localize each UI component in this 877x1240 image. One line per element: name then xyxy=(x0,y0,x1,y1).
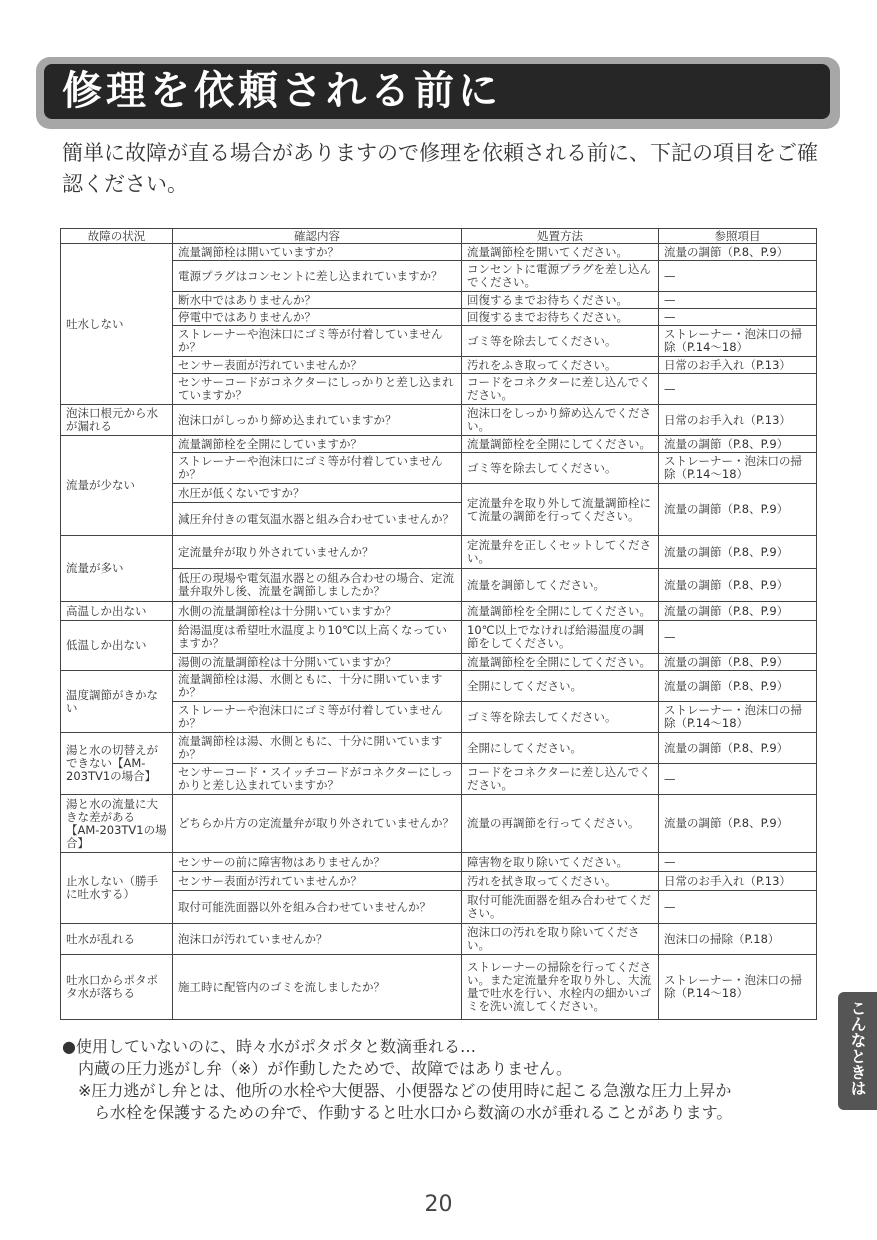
symptom-cell: 吐水が乱れる xyxy=(61,924,173,955)
table-row xyxy=(61,261,817,292)
reference-cell: ストレーナー・泡沫口の掃除（P.14〜18） xyxy=(659,453,817,484)
reference-cell: 日常のお手入れ（P.13） xyxy=(659,357,817,374)
reference-cell: 流量の調節（P.8、P.9） xyxy=(659,671,817,702)
table-row xyxy=(61,764,817,795)
check-cell: ストレーナーや泡沫口にゴミ等が付着していませんか？ xyxy=(173,453,462,484)
check-cell: 流量調節栓を全開にしていますか？ xyxy=(173,436,462,453)
reference-cell: 流量の調節（P.8、P.9） xyxy=(659,484,817,536)
action-cell: コードをコネクターに差し込んでください。 xyxy=(462,374,659,405)
header-symptom: 故障の状況 xyxy=(61,229,173,244)
check-cell: 給湯温度は希望吐水温度より10℃以上高くなっていますか？ xyxy=(173,621,462,654)
reference-cell: — xyxy=(659,764,817,795)
symptom-cell: 止水しない（勝手に吐水する） xyxy=(61,853,173,924)
table-row xyxy=(61,872,817,891)
reference-cell: 流量の調節（P.8、P.9） xyxy=(659,436,817,453)
action-cell: コンセントに電源プラグを差し込んでください。 xyxy=(462,261,659,292)
intro-text: 簡単に故障が直る場合がありますので修理を依頼される前に、下記の項目をご確認ください。 xyxy=(62,141,818,196)
table-row xyxy=(61,453,817,484)
check-cell: センサー表面が汚れていませんか？ xyxy=(173,357,462,374)
reference-cell: — xyxy=(659,621,817,654)
action-cell: ゴミ等を除去してください。 xyxy=(462,453,659,484)
header-check: 確認内容 xyxy=(173,229,462,244)
check-cell: ストレーナーや泡沫口にゴミ等が付着していませんか？ xyxy=(173,702,462,733)
check-cell: 定流量弁が取り外されていませんか？ xyxy=(173,536,462,569)
reference-cell: — xyxy=(659,374,817,405)
table-row xyxy=(61,671,817,702)
reference-cell: ストレーナー・泡沫口の掃除（P.14〜18） xyxy=(659,955,817,1020)
reference-cell: 流量の調節（P.8、P.9） xyxy=(659,795,817,853)
check-cell: センサーの前に障害物はありませんか？ xyxy=(173,853,462,872)
check-cell: 減圧弁付きの電気温水器と組み合わせていませんか？ xyxy=(173,503,462,536)
action-cell: 流量を調節してください。 xyxy=(462,569,659,602)
table-row xyxy=(61,654,817,671)
check-cell: 断水中ではありませんか？ xyxy=(173,292,462,309)
symptom-cell: 流量が多い xyxy=(61,536,173,602)
action-cell: 定流量弁を取り外して流量調節栓にて流量の調節を行ってください。 xyxy=(462,484,659,536)
reference-cell: — xyxy=(659,853,817,872)
action-cell: 泡沫口の汚れを取り除いてください。 xyxy=(462,924,659,955)
table-header-row xyxy=(61,229,817,244)
side-tab-troubleshooting[interactable] xyxy=(838,992,877,1110)
symptom-cell: 温度調節がきかない xyxy=(61,671,173,733)
reference-cell: 流量の調節（P.8、P.9） xyxy=(659,733,817,764)
action-cell: 汚れを拭き取ってください。 xyxy=(462,872,659,891)
check-cell: 低圧の現場や電気温水器との組み合わせの場合、定流量弁取外し後、流量を調節しましたか？ xyxy=(173,569,462,602)
reference-cell: 流量の調節（P.8、P.9） xyxy=(659,244,817,261)
reference-cell: 流量の調節（P.8、P.9） xyxy=(659,569,817,602)
check-cell: 電源プラグはコンセントに差し込まれていますか？ xyxy=(173,261,462,292)
check-cell: センサー表面が汚れていませんか？ xyxy=(173,872,462,891)
action-cell: 全開にしてください。 xyxy=(462,671,659,702)
check-cell: 流量調節栓は開いていますか？ xyxy=(173,244,462,261)
table-row xyxy=(61,891,817,924)
symptom-cell: 高温しか出ない xyxy=(61,602,173,621)
reference-cell: — xyxy=(659,292,817,309)
page-number: 20 xyxy=(424,1192,453,1217)
reference-cell: — xyxy=(659,309,817,326)
action-cell: コードをコネクターに差し込んでください。 xyxy=(462,764,659,795)
action-cell: ゴミ等を除去してください。 xyxy=(462,702,659,733)
table-row xyxy=(61,374,817,405)
reference-cell: ストレーナー・泡沫口の掃除（P.14〜18） xyxy=(659,702,817,733)
reference-cell: 流量の調節（P.8、P.9） xyxy=(659,536,817,569)
table-row xyxy=(61,602,817,621)
note-dripping-explanation: 内蔵の圧力逃がし弁（※）が作動したためで、故障ではありません。 xyxy=(78,1059,573,1078)
reference-cell: 流量の調節（P.8、P.9） xyxy=(659,602,817,621)
reference-cell: ストレーナー・泡沫口の掃除（P.14〜18） xyxy=(659,326,817,357)
action-cell: 流量調節栓を全開にしてください。 xyxy=(462,654,659,671)
check-cell: センサーコードがコネクターにしっかりと差し込まれていますか？ xyxy=(173,374,462,405)
check-cell: 流量調節栓は湯、水側ともに、十分に開いていますか？ xyxy=(173,733,462,764)
check-cell: 湯側の流量調節栓は十分開いていますか？ xyxy=(173,654,462,671)
note-relief-valve: ※圧力逃がし弁とは、他所の水栓や大便器、小便器などの使用時に起こる急激な圧力上昇か xyxy=(78,1081,732,1100)
table-row xyxy=(61,309,817,326)
action-cell: 取付可能洗面器を組み合わせてください。 xyxy=(462,891,659,924)
action-cell: 流量調節栓を開いてください。 xyxy=(462,244,659,261)
table-row xyxy=(61,702,817,733)
action-cell: 汚れをふき取ってください。 xyxy=(462,357,659,374)
check-cell: 水側の流量調節栓は十分開いていますか？ xyxy=(173,602,462,621)
action-cell: 流量調節栓を全開にしてください。 xyxy=(462,436,659,453)
check-cell: ストレーナーや泡沫口にゴミ等が付着していませんか？ xyxy=(173,326,462,357)
action-cell: 泡沫口をしっかり締め込んでください。 xyxy=(462,405,659,436)
troubleshooting-table xyxy=(60,228,817,1020)
check-cell: 施工時に配管内のゴミを流しましたか？ xyxy=(173,955,462,1020)
table-row xyxy=(61,405,817,436)
reference-cell: — xyxy=(659,891,817,924)
table-row xyxy=(61,795,817,853)
table-row xyxy=(61,357,817,374)
table-row xyxy=(61,244,817,261)
note-relief-valve-cont: ら水栓を保護するための弁で、作動すると吐水口から数滴の水が垂れることがあります。 xyxy=(94,1103,733,1122)
table-row xyxy=(61,924,817,955)
reference-cell: — xyxy=(659,261,817,292)
check-cell: 泡沫口がしっかり締め込まれていますか？ xyxy=(173,405,462,436)
check-cell: 泡沫口が汚れていませんか？ xyxy=(173,924,462,955)
table-row xyxy=(61,853,817,872)
symptom-cell: 流量が少ない xyxy=(61,436,173,536)
note-dripping-heading: ●使用していないのに、時々水がポタポタと数滴垂れる… xyxy=(62,1037,476,1056)
action-cell: 10℃以上でなければ給湯温度の調節をしてください。 xyxy=(462,621,659,654)
action-cell: 障害物を取り除いてください。 xyxy=(462,853,659,872)
table-row xyxy=(61,621,817,654)
action-cell: 流量調節栓を全開にしてください。 xyxy=(462,602,659,621)
check-cell: 水圧が低くないですか？ xyxy=(173,484,462,503)
table-row xyxy=(61,292,817,309)
action-cell: 回復するまでお待ちください。 xyxy=(462,292,659,309)
action-cell: 定流量弁を正しくセットしてください。 xyxy=(462,536,659,569)
table-row xyxy=(61,484,817,503)
check-cell: 取付可能洗面器以外を組み合わせていませんか？ xyxy=(173,891,462,924)
action-cell: ストレーナーの掃除を行ってください。また定流量弁を取り外し、大流量で吐水を行い、水栓内の細かいゴミを洗い流してください。 xyxy=(462,955,659,1020)
symptom-cell: 吐水口からポタポタ水が落ちる xyxy=(61,955,173,1020)
page-title: 修理を依頼される前に xyxy=(62,68,502,114)
symptom-cell: 泡沫口根元から水が漏れる xyxy=(61,405,173,436)
side-tab-label: こんなときは xyxy=(848,1000,867,1096)
notes-section xyxy=(62,1036,832,1124)
action-cell: 流量の再調節を行ってください。 xyxy=(462,795,659,853)
check-cell: 流量調節栓は湯、水側ともに、十分に開いていますか？ xyxy=(173,671,462,702)
symptom-cell: 湯と水の流量に大きな差がある【AM-203TV1の場合】 xyxy=(61,795,173,853)
action-cell: ゴミ等を除去してください。 xyxy=(462,326,659,357)
reference-cell: 泡沫口の掃除（P.18） xyxy=(659,924,817,955)
reference-cell: 日常のお手入れ（P.13） xyxy=(659,405,817,436)
table-row xyxy=(61,436,817,453)
check-cell: どちらか片方の定流量弁が取り外されていませんか？ xyxy=(173,795,462,853)
table-row xyxy=(61,326,817,357)
symptom-cell: 低温しか出ない xyxy=(61,621,173,671)
symptom-cell: 湯と水の切替えができない【AM-203TV1の場合】 xyxy=(61,733,173,795)
check-cell: 停電中ではありませんか？ xyxy=(173,309,462,326)
header-action: 処置方法 xyxy=(462,229,659,244)
header-reference: 参照項目 xyxy=(659,229,817,244)
reference-cell: 日常のお手入れ（P.13） xyxy=(659,872,817,891)
reference-cell: 流量の調節（P.8、P.9） xyxy=(659,654,817,671)
table-row xyxy=(61,536,817,569)
symptom-cell: 吐水しない xyxy=(61,244,173,405)
table-row xyxy=(61,733,817,764)
action-cell: 全開にしてください。 xyxy=(462,733,659,764)
table-row xyxy=(61,569,817,602)
table-row xyxy=(61,955,817,1020)
action-cell: 回復するまでお待ちください。 xyxy=(462,309,659,326)
check-cell: センサーコード・スイッチコードがコネクターにしっかりと差し込まれていますか？ xyxy=(173,764,462,795)
